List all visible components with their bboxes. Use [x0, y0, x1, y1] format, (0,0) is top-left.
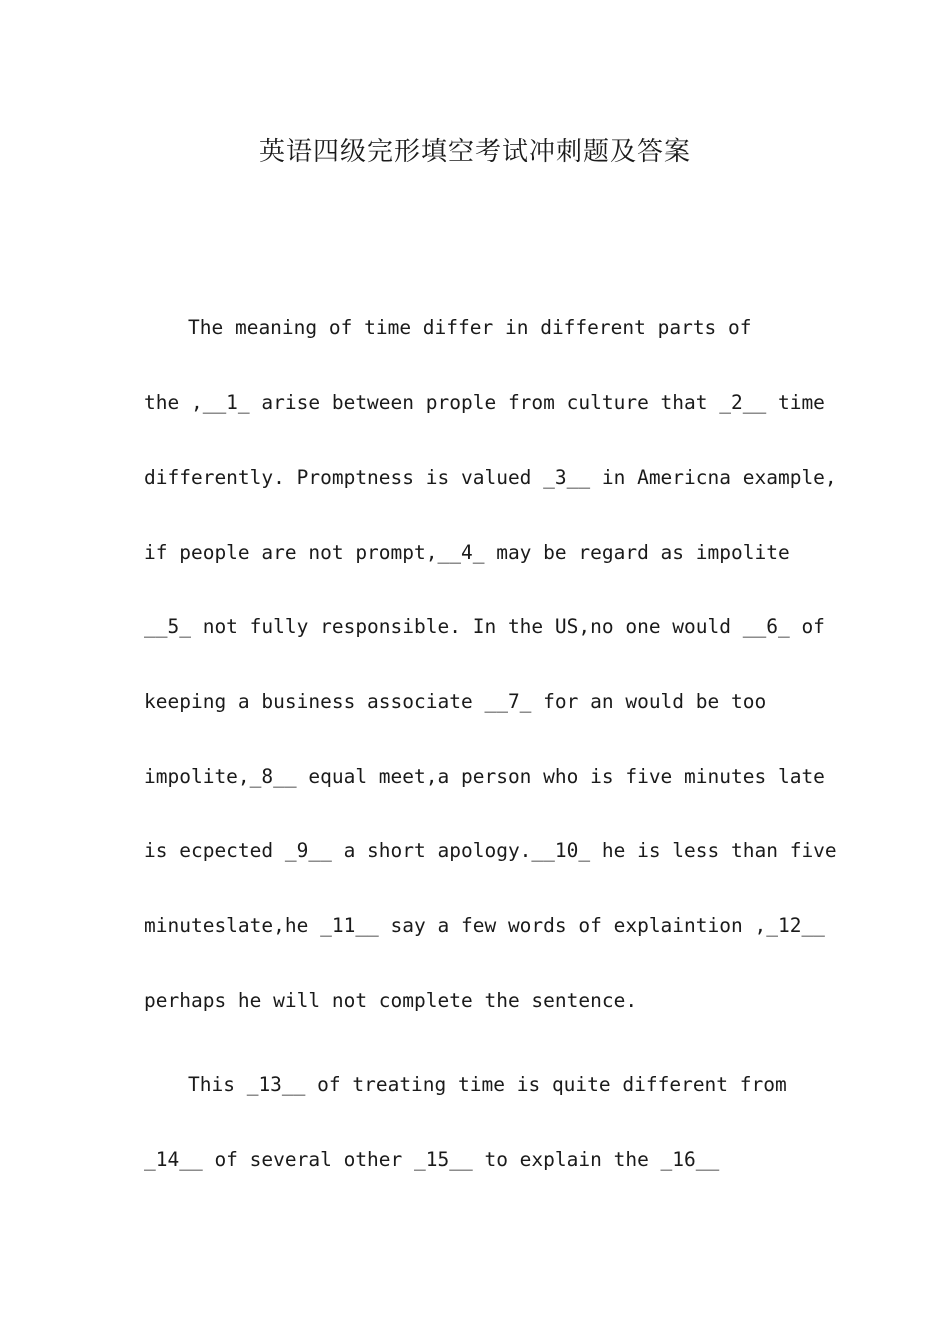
paragraph-1-line-1: The meaning of time differ in different parts of: [188, 316, 752, 339]
paragraph-1-line-8: is ecpected _9__ a short apology.__10_ he is less than five: [144, 839, 837, 862]
paragraph-1-line-3: differently. Promptness is valued _3__ in Americna example,: [144, 466, 837, 489]
paragraph-1-line-5: __5_ not fully responsible. In the US,no one would __6_ of: [144, 615, 825, 638]
paragraph-1-line-2: the ,__1_ arise between prople from culture that _2__ time: [144, 391, 825, 414]
paragraph-1-line-10: perhaps he will not complete the sentence.: [144, 989, 638, 1012]
paragraph-1-line-7: impolite,_8__ equal meet,a person who is five minutes late: [144, 765, 825, 788]
paragraph-1-line-9: minuteslate,he _11__ say a few words of explaintion ,_12__: [144, 914, 825, 937]
document-title: 英语四级完形填空考试冲刺题及答案: [258, 137, 691, 167]
paragraph-1-line-6: keeping a business associate __7_ for an would be too: [144, 690, 767, 713]
paragraph-2-line-2: _14__ of several other _15__ to explain the _16__: [144, 1148, 720, 1171]
paragraph-2-line-1: This _13__ of treating time is quite different from: [188, 1073, 787, 1096]
paragraph-1-line-4: if people are not prompt,__4_ may be regard as impolite: [144, 541, 790, 564]
